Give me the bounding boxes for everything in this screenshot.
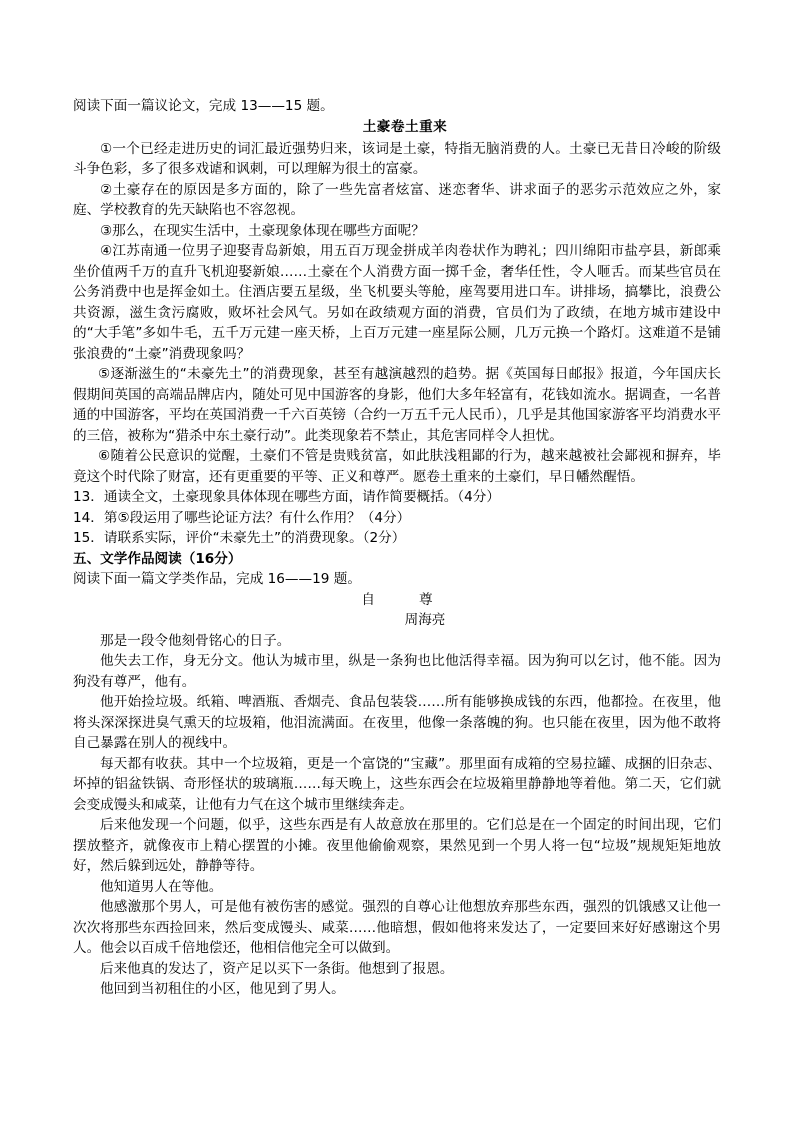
- story-title-char-2: 尊: [419, 591, 433, 608]
- intro-instruction-1: 阅读下面一篇议论文，完成 13——15 题。: [73, 98, 334, 114]
- essay-paragraph-6: ⑥随着公民意识的觉醒，土豪们不管是贵贱贫富，如此肤浅粗鄙的行为，越来越被社会鄙视和摒弃，毕竟这个时代除了财富，还有更重要的平等、正义和尊严。愿卷土重来的土豪们，早日幡然醒悟。: [73, 448, 721, 485]
- story-paragraph-9: 他回到当初租住的小区，他见到了男人。: [100, 981, 345, 997]
- essay-paragraph-3: ③那么，在现实生活中，土豪现象体现在哪些方面呢？: [100, 222, 425, 239]
- question-13: 13．通读全文，土豪现象具体体现在哪些方面，请作简要概括。（4分）: [73, 489, 500, 505]
- essay-title: 土豪卷土重来: [362, 118, 448, 135]
- story-author: 周海亮: [404, 612, 446, 628]
- document-page: [73, 96, 721, 1000]
- story-paragraph-1: 那是一段令他刻骨铭心的日子。: [100, 632, 291, 649]
- story-title: [73, 590, 721, 611]
- essay-paragraph-1: ①一个已经走进历史的词汇最近强势归来，该词是土豪，特指无脑消费的人。土豪已无昔日冷峻的阶级斗争色彩，多了很多戏谑和讽刺，可以理解为很土的富豪。: [73, 140, 721, 177]
- story-paragraph-3: 他开始捡垃圾。纸箱、啤酒瓶、香烟壳、食品包装袋……所有能够换成钱的东西，他都捡。在夜里，他将头深深探进臭气熏天的垃圾箱，他泪流满面。在夜里，他像一条落魄的狗。也只能在夜里，因为他不敢将自己暴露在别人的视线中。: [73, 694, 721, 751]
- story-paragraph-6: 他知道男人在等他。: [100, 878, 223, 895]
- story-paragraph-8: 后来他真的发达了，资产足以买下一条街。他想到了报恩。: [100, 960, 454, 977]
- story-paragraph-7: 他感激那个男人，可是他有被伤害的感觉。强烈的自尊心让他想放弃那些东西，强烈的饥饿感又让他一次次将那些东西捡回来，然后变成馒头、咸菜……他暗想，假如他将来发达了，一定要回来好好感谢这个男人。他会以百成千倍地偿还，他相信他完全可以做到。: [73, 899, 721, 956]
- story-paragraph-2: 他失去工作，身无分文。他认为城市里，纵是一条狗也比他活得幸福。因为狗可以乞讨，他不能。因为狗没有尊严，他有。: [73, 653, 721, 690]
- question-14: 14．第⑤段运用了哪些论证方法？有什么作用？（4分）: [73, 509, 411, 526]
- section-heading: 五、文学作品阅读（16分）: [73, 550, 242, 567]
- story-paragraph-4: 每天都有收获。其中一个垃圾箱，更是一个富饶的“宝藏”。那里面有成箱的空易拉罐、成捆的旧杂志、坏掉的铝盆铁锅、奇形怪状的玻璃瓶……每天晚上，这些东西会在垃圾箱里静静地等着他。第二天，它们就会变成馒头和咸菜，让他有力气在这个城市里继续奔走。: [73, 755, 721, 813]
- essay-paragraph-5: ⑤逐渐滋生的“未豪先土”的消费现象，甚至有越演越烈的趋势。据《英国每日邮报》报道，今年国庆长假期间英国的高端品牌店内，随处可见中国游客的身影，他们大多年轻富有，花钱如流水。据调查，一名普通的中国游客，平均在英国消费一千六百英镑（合约一万五千元人民币），几乎是其他国家游客平均消费水平的三倍，被称为“猎杀中东土豪行动”。此类现象若不禁止，其危害同样令人担忧。: [73, 366, 721, 444]
- essay-paragraph-2: ②土豪存在的原因是多方面的，除了一些先富者炫富、迷恋奢华、讲求面子的恶劣示范效应之外，家庭、学校教育的先天缺陷也不容忽视。: [73, 181, 721, 218]
- story-paragraph-5: 后来他发现一个问题，似乎，这些东西是有人故意放在那里的。它们总是在一个固定的时间出现，它们摆放整齐，就像夜市上精心摆置的小摊。夜里他偷偷观察，果然见到一个男人将一包“垃圾”规规矩矩地放好，然后躲到远处，静静等待。: [73, 817, 721, 874]
- intro-instruction-2: 阅读下面一篇文学类作品，完成 16——19 题。: [73, 571, 361, 587]
- story-title-char-1: 自: [361, 591, 375, 608]
- question-15: 15．请联系实际，评价“未豪先土”的消费现象。（2分）: [73, 530, 406, 546]
- essay-paragraph-4: ④江苏南通一位男子迎娶青岛新娘，用五百万现金拼成羊肉卷状作为聘礼；四川绵阳市盐亭县，新郎乘坐价值两千万的直升飞机迎娶新娘……土豪在个人消费方面一掷千金，奢华任性，令人咂舌。而某些官员在公务消费中也是挥金如土。住酒店要五星级，坐飞机要头等舱，座驾要用进口车。讲排场，搞攀比，浪费公共资源，滋生贪污腐败，败坏社会风气。另如在政绩观方面的消费，官员们为了政绩，在地方城市建设中的“大手笔”多如牛毛，五千万元建一座天桥，上百万元建一座星际公厕，几万元换一个路灯。这难道不是铺张浪费的“土豪”消费现象吗？: [73, 243, 721, 362]
